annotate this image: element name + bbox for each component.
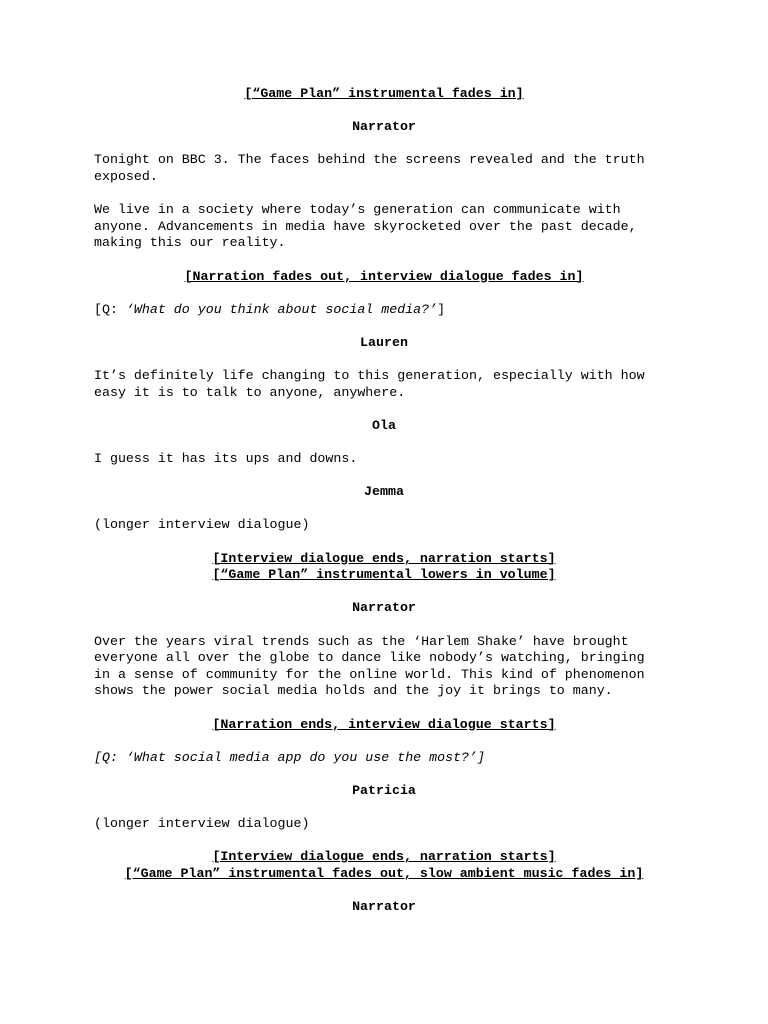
stage-direction: [“Game Plan” instrumental fades out, slow ambient music fades in] (124, 865, 644, 881)
stage-direction: [“Game Plan” instrumental fades in] (244, 86, 524, 101)
dialogue-line: (longer interview dialogue) (94, 517, 310, 533)
dialogue-line: exposed. (94, 168, 158, 184)
interview-question: [Q: ‘What social media app do you use the most?’] (94, 749, 485, 765)
dialogue-line: easy it is to talk to anyone, anywhere. (94, 384, 406, 400)
speaker-name: Narrator (352, 600, 416, 616)
stage-direction: [Interview dialogue ends, narration starts] (212, 550, 556, 566)
interview-question (94, 302, 674, 319)
dialogue-line: I guess it has its ups and downs. (94, 451, 358, 467)
stage-direction: [“Game Plan” instrumental lowers in volume] (212, 567, 556, 583)
dialogue-line: Over the years viral trends such as the ‘Harlem Shake’ have brought (94, 633, 629, 649)
question-open: [Q: (94, 301, 126, 317)
question-close: ] (437, 301, 446, 317)
stage-direction: [Interview dialogue ends, narration starts] (212, 849, 556, 865)
speaker-name: Jemma (364, 484, 404, 500)
dialogue-line: in a sense of community for the online world. This kind of phenomenon (94, 666, 645, 682)
dialogue-line: It’s definitely life changing to this generation, especially with how (94, 368, 645, 384)
speaker-name: Ola (372, 417, 396, 433)
dialogue-line: We live in a society where today’s generation can communicate with (94, 202, 621, 218)
stage-direction: [Narration fades out, interview dialogue fades in] (184, 268, 584, 284)
speaker-name: Narrator (352, 899, 416, 915)
speaker-name: Patricia (352, 782, 416, 798)
dialogue-line: anyone. Advancements in media have skyrocketed over the past decade, (94, 218, 637, 234)
dialogue-line: (longer interview dialogue) (94, 816, 310, 832)
stage-direction: [Narration ends, interview dialogue starts] (212, 716, 556, 732)
dialogue-line: Tonight on BBC 3. The faces behind the screens revealed and the truth (94, 152, 645, 168)
question-text: ‘What do you think about social media?’ (125, 301, 438, 317)
speaker-name: Narrator (352, 119, 416, 135)
dialogue-line: shows the power social media holds and the joy it brings to many. (94, 683, 613, 699)
script-page (94, 86, 674, 916)
dialogue-line: making this our reality. (94, 235, 286, 251)
speaker-name: Lauren (360, 334, 408, 350)
dialogue-line: everyone all over the globe to dance like nobody’s watching, bringing (94, 650, 645, 666)
